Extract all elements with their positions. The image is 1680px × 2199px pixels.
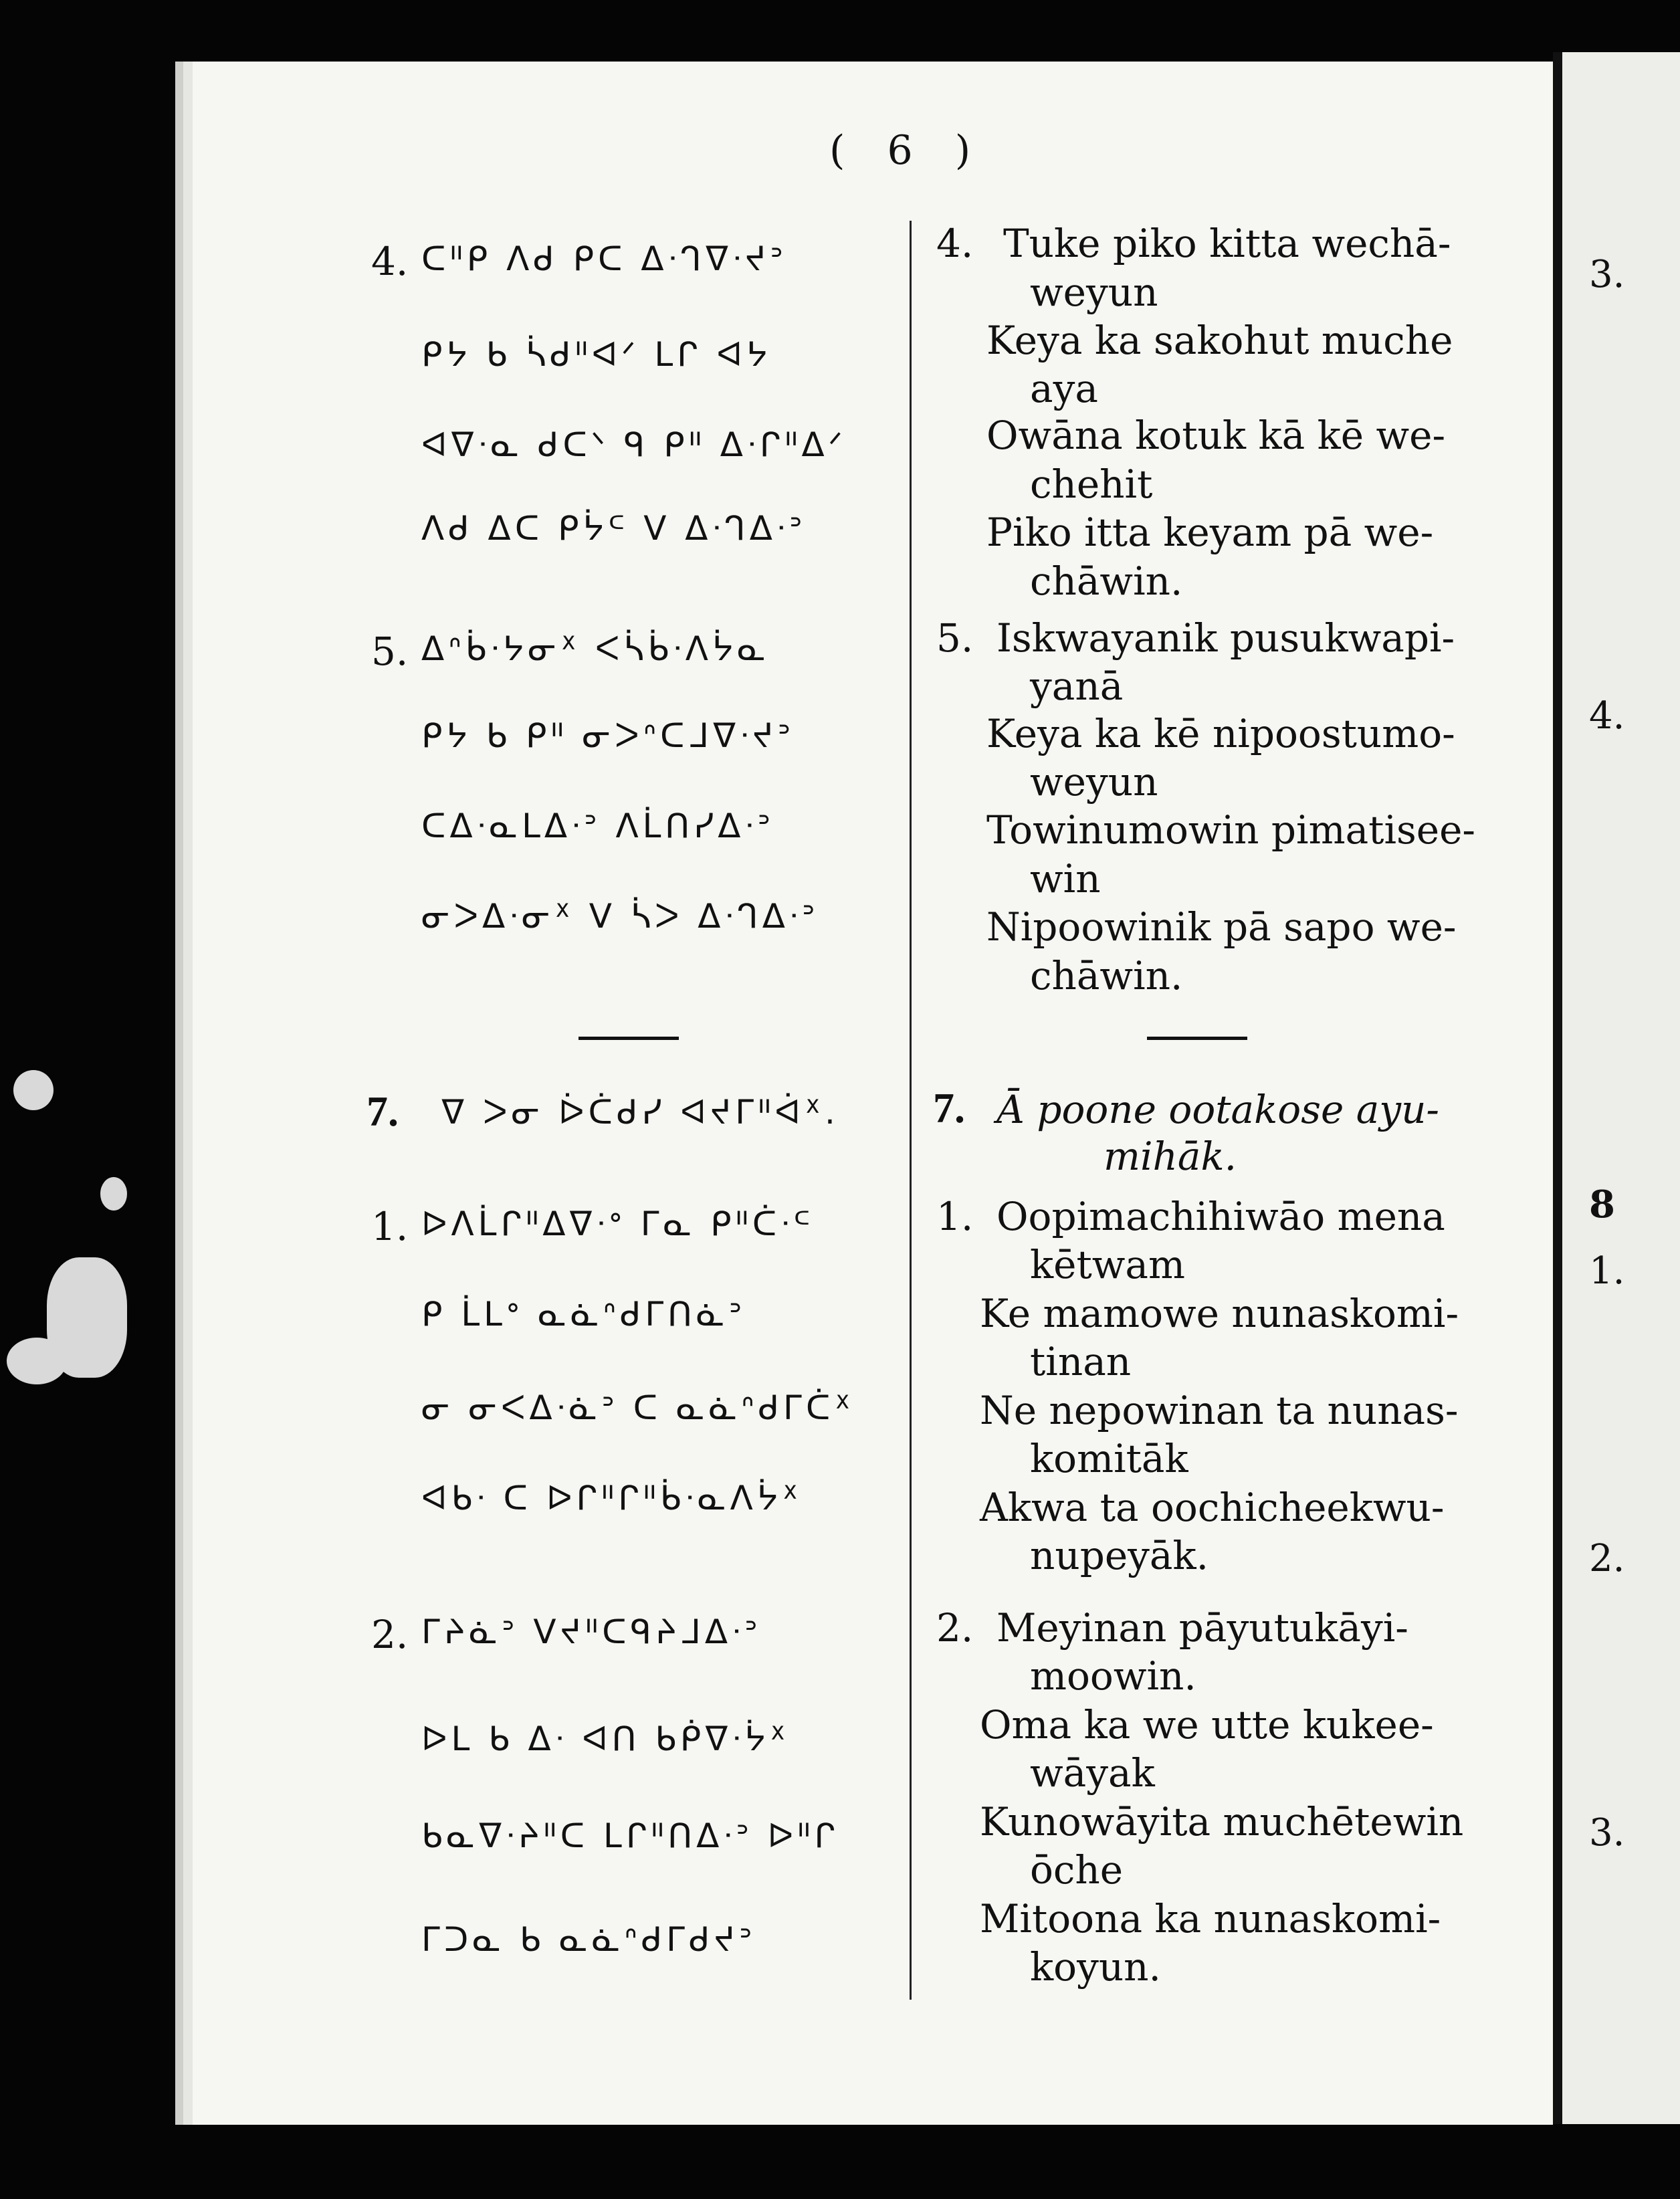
syllabic-line: ᒥᔨᓈᐣ ᐯᔪᐦᑕᑫᔨᒧᐃᐧᐣ — [421, 1612, 762, 1651]
syllabic-line: ᑕᐃᐧᓇᒪᐃᐧᐣ ᐱᒫᑎᓯᐃᐧᐣ — [421, 807, 774, 845]
syllabic-line: ᓂᐳᐃᐧᓂᕽ ᐯ ᓵᐳ ᐃᐧᒉᐃᐧᐣ — [421, 897, 819, 936]
syllabic-line: ᑲᓇᐁᐧᔨᐦᑕ ᒪᒋᐦᑎᐃᐧᐣ ᐅᐦᒋ — [421, 1816, 839, 1855]
verse-number: 1. — [936, 1194, 974, 1239]
margin-number: 2. — [1589, 1537, 1625, 1580]
text-line: wāyak — [1030, 1750, 1155, 1796]
section-title: mihāk. — [1104, 1134, 1237, 1179]
syllabic-line: ᓂ ᓂᐸᐃᐧᓈᐣ ᑕ ᓇᓈᐢᑯᒥᑖᕽ — [421, 1388, 855, 1427]
text-line: Akwa ta oochicheekwu- — [980, 1485, 1445, 1530]
text-line: chāwin. — [1030, 953, 1183, 999]
hymn-number: 5. — [371, 629, 409, 674]
text-line: Meyinan pāyutukāyi- — [996, 1605, 1408, 1651]
text-line: Keya ka kē nipoostumo- — [986, 711, 1455, 756]
text-line: Towinumowin pimatisee- — [986, 807, 1476, 853]
text-line: chāwin. — [1030, 558, 1183, 604]
syllabic-line: ᑕᐦᑭ ᐱᑯ ᑭᑕ ᐃᐧᒉᐁᐧᔪᐣ — [421, 239, 787, 278]
syllabic-line: ᐅᒪ ᑲ ᐃᐧ ᐊᑎ ᑲᑮᐁᐧᔮᕽ — [421, 1719, 790, 1758]
text-line: Piko itta keyam pā we- — [986, 510, 1434, 555]
text-line: kētwam — [1030, 1242, 1185, 1287]
text-line: Tuke piko kitta wechā- — [1003, 221, 1451, 266]
next-page-edge — [1553, 52, 1680, 2124]
text-line: Keya ka sakohut muche — [986, 318, 1453, 363]
margin-number: 3. — [1589, 1811, 1625, 1855]
text-line: Oma ka we utte kukee- — [980, 1702, 1434, 1748]
section-title: ᐁ ᐳᓂ ᐆᑖᑯᓯ ᐊᔪᒥᐦᐋᕽ. — [441, 1093, 839, 1132]
verse-number: 2. — [371, 1612, 409, 1657]
text-line: moowin. — [1030, 1653, 1196, 1699]
section-number: 7. — [366, 1087, 399, 1135]
syllabic-line: ᐃᐢᑳᐧᔭᓂᕽ ᐸᓵᑳᐧᐱᔮᓇ — [421, 629, 770, 668]
text-line: Ke mamowe nunaskomi- — [980, 1291, 1459, 1336]
text-line: win — [1030, 856, 1101, 902]
page-number: ( 6 ) — [829, 127, 986, 174]
text-line: tinan — [1030, 1339, 1132, 1384]
margin-number: 8 — [1589, 1182, 1615, 1227]
hymn-number: 5. — [936, 615, 974, 661]
text-line: Kunowāyita muchētewin — [980, 1799, 1464, 1845]
text-line: chehit — [1030, 461, 1153, 507]
syllabic-line: ᐱᑯ ᐃᑕ ᑭᔮᒼ ᐯ ᐃᐧᒉᐃᐧᐣ — [421, 509, 807, 548]
text-line: nupeyāk. — [1030, 1533, 1209, 1578]
hymn-number: 4. — [936, 221, 974, 266]
scan-speck — [100, 1177, 127, 1211]
text-line: weyun — [1030, 759, 1158, 805]
text-line: koyun. — [1030, 1944, 1161, 1990]
verse-number: 2. — [936, 1605, 974, 1651]
margin-number: 4. — [1589, 694, 1625, 738]
text-line: weyun — [1030, 270, 1158, 315]
margin-number: 3. — [1589, 253, 1625, 296]
section-rule — [579, 1037, 679, 1040]
verse-number: 1. — [371, 1204, 409, 1249]
section-title: Ā poone ootakose ayu- — [996, 1087, 1440, 1132]
syllabic-line: ᑭ ᒫᒪᐤ ᓇᓈᐢᑯᒥᑎᓈᐣ — [421, 1295, 746, 1334]
section-number: 7. — [933, 1084, 965, 1132]
syllabic-line: ᐅᐱᒫᒋᐦᐃᐁᐧᐤ ᒥᓇ ᑭᐦᑖᐧᒼ — [421, 1205, 815, 1243]
text-line: Iskwayanik pusukwapi- — [996, 615, 1455, 661]
text-line: yanā — [1030, 663, 1124, 709]
scan-speck — [7, 1338, 67, 1384]
syllabic-line: ᒥᑐᓇ ᑲ ᓇᓈᐢᑯᒥᑯᔪᐣ — [421, 1920, 756, 1959]
text-line: ōche — [1030, 1847, 1124, 1893]
scan-speck — [13, 1070, 54, 1110]
section-rule — [1147, 1037, 1247, 1040]
text-line: aya — [1030, 366, 1098, 411]
syllabic-line: ᑭᔭ ᑲ ᑭᐦ ᓂᐳᐢᑕᒧᐁᐧᔪᐣ — [421, 716, 795, 755]
text-line: Oopimachihiwāo mena — [996, 1194, 1445, 1239]
text-line: Ne nepowinan ta nunas- — [980, 1388, 1459, 1433]
syllabic-line: ᐊᐁᐧᓇ ᑯᑕᐠ ᑫ ᑭᐦ ᐃᐧᒋᐦᐃᐟ — [421, 425, 847, 464]
hymn-number: 4. — [371, 239, 409, 284]
text-line: Owāna kotuk kā kē we- — [986, 413, 1446, 458]
syllabic-line: ᐊᑲᐧ ᑕ ᐅᒋᐦᒋᐦᑳᐧᓇᐱᔮᕽ — [421, 1479, 803, 1517]
margin-number: 1. — [1589, 1249, 1625, 1293]
text-line: komitāk — [1030, 1436, 1188, 1481]
syllabic-line: ᑭᔭ ᑲ ᓵᑯᐦᐊᐟ ᒪᒋ ᐊᔭ — [421, 335, 772, 374]
text-line: Mitoona ka nunaskomi- — [980, 1896, 1441, 1942]
column-divider — [910, 221, 912, 2000]
text-line: Nipoowinik pā sapo we- — [986, 904, 1457, 950]
